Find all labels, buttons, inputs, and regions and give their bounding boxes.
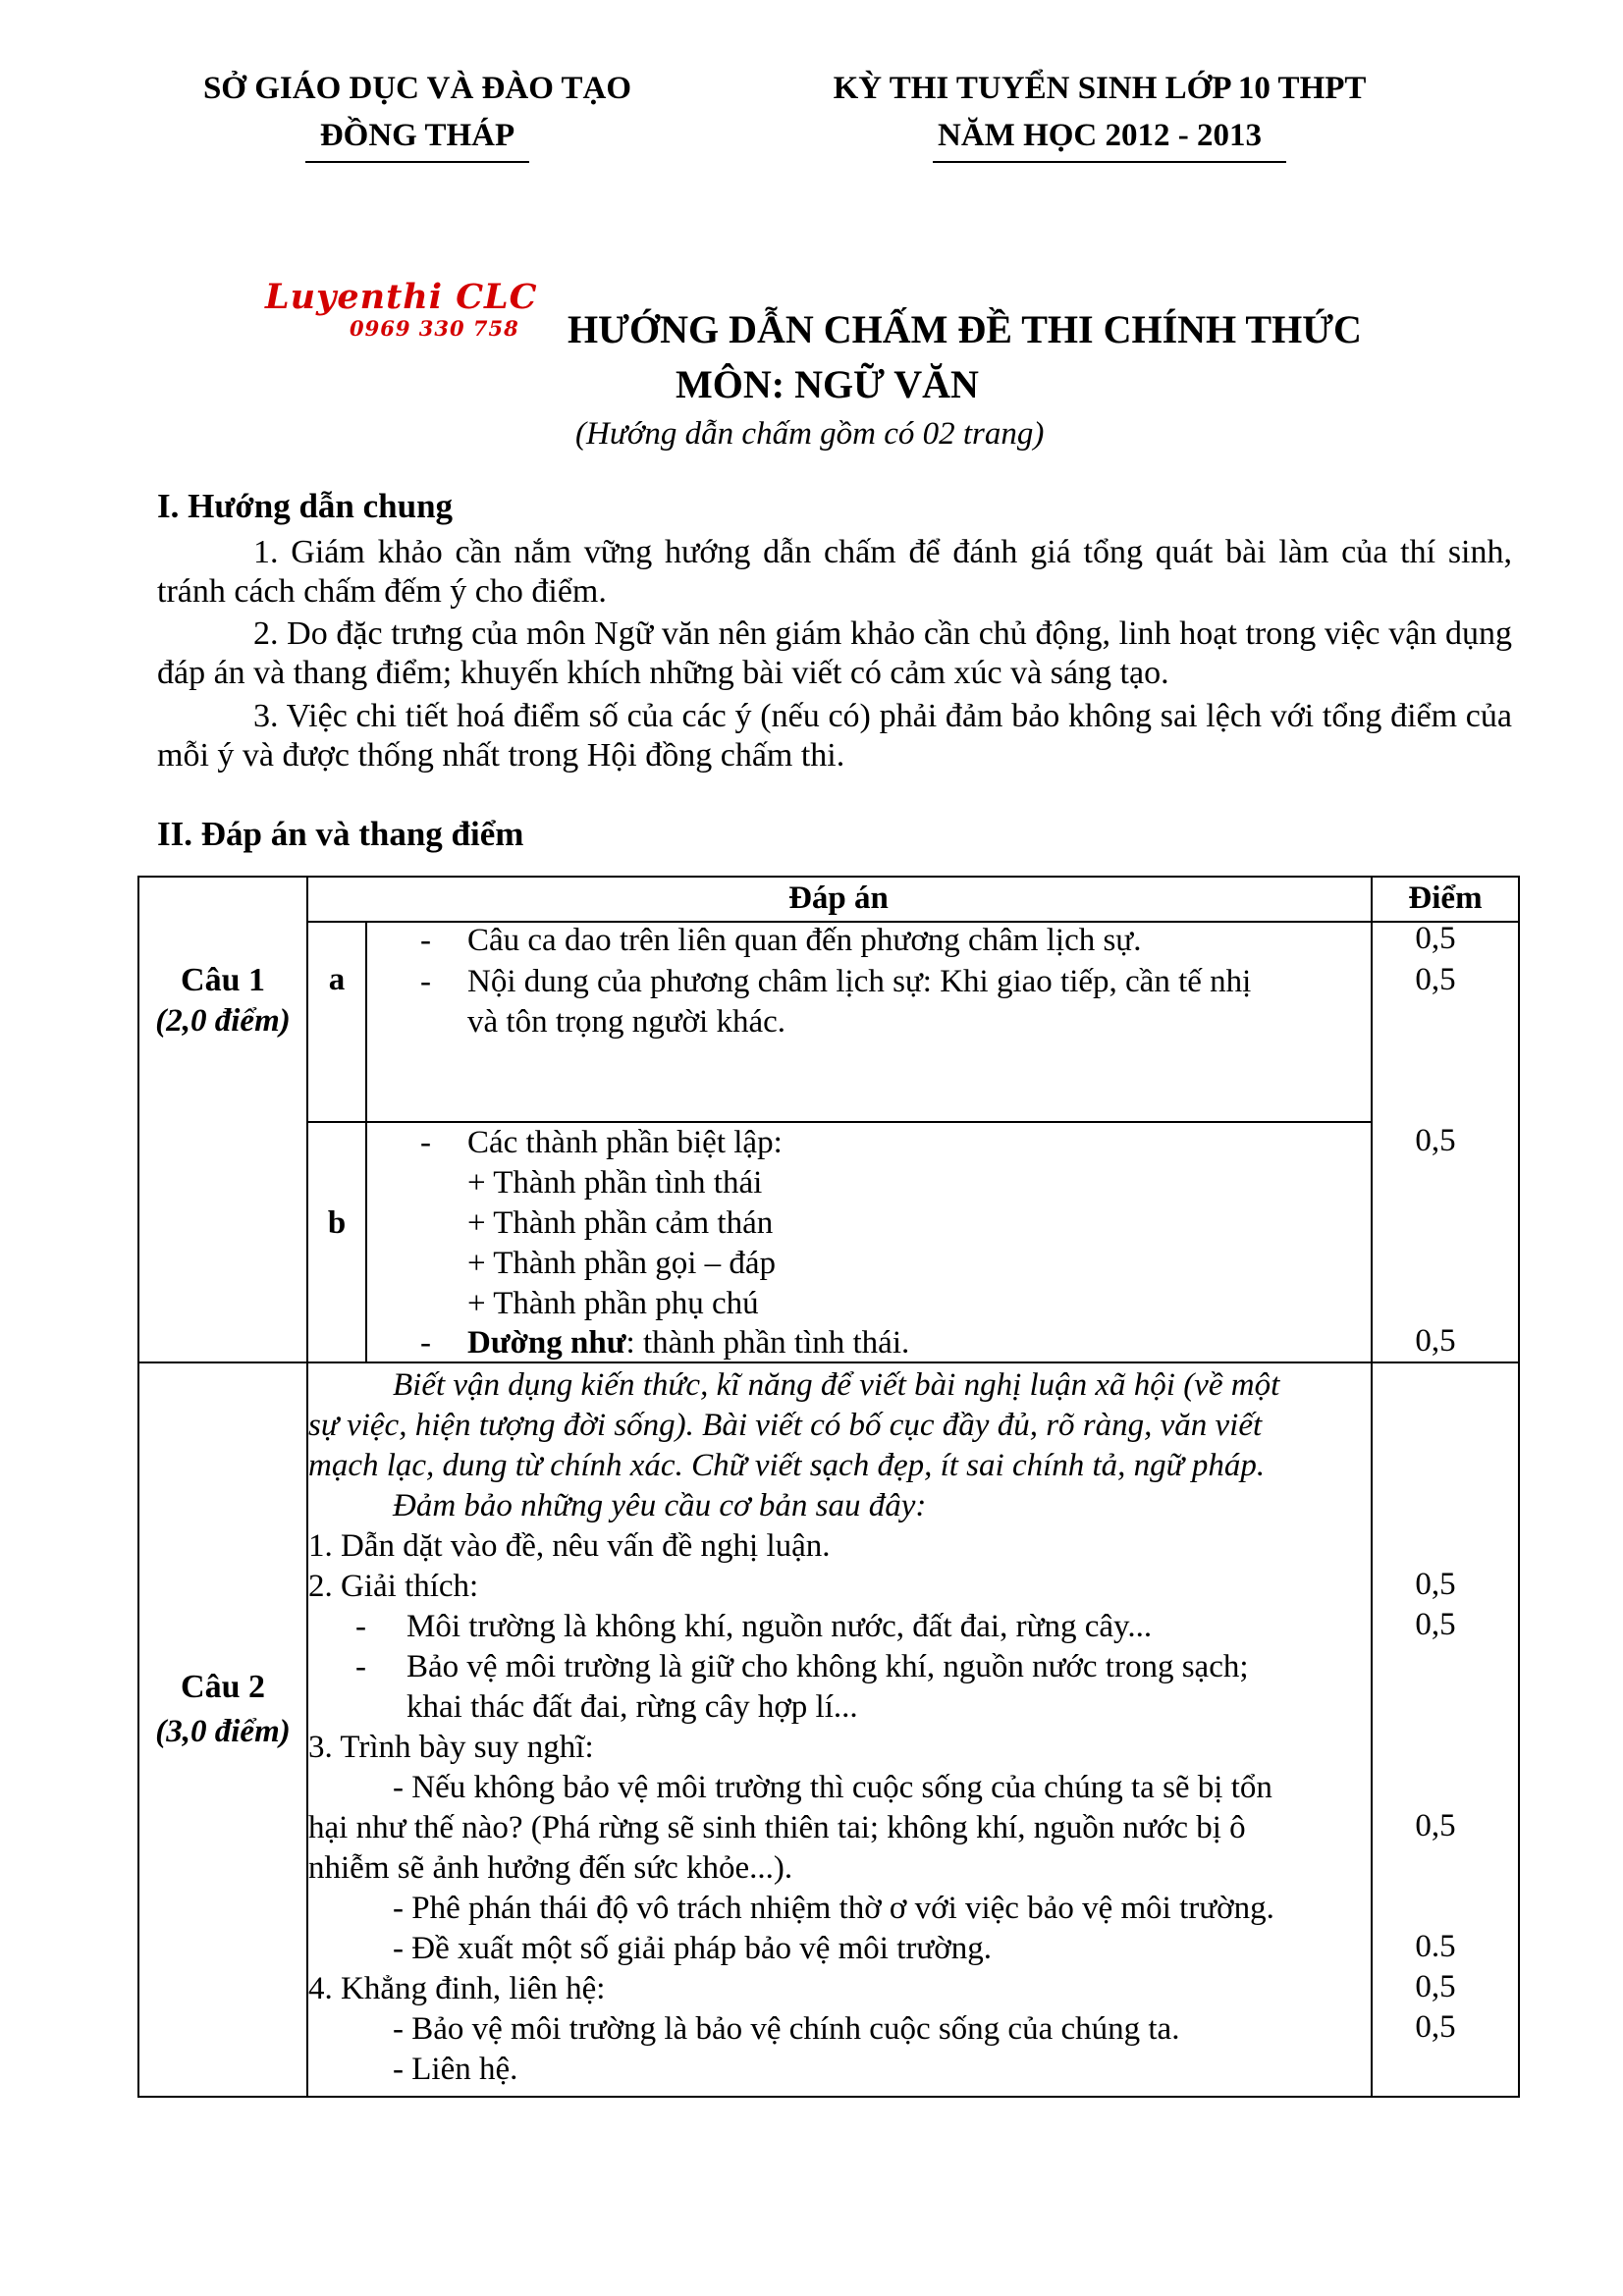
q1-points: (2,0 điểm) <box>155 1003 291 1039</box>
q2-score-1: 0,5 <box>1415 1567 1456 1602</box>
section1-heading: I. Hướng dẫn chung <box>157 487 454 525</box>
q1-label: Câu 1 <box>181 962 265 998</box>
q2-p3a-line2: hại như thế nào? (Phá rừng sẽ sinh thiên tai; không khí, nguồn nước bị ô <box>308 1810 1246 1845</box>
q1b-sub2: + Thành phần cảm thán <box>467 1205 774 1241</box>
q2-p2b-line2: khai thác đất đai, rừng cây hợp lí... <box>406 1689 858 1725</box>
q1a-item2-line2: và tôn trọng người khác. <box>467 1004 786 1040</box>
q1b-sub3: + Thành phần gọi – đáp <box>467 1246 777 1281</box>
q1b-label: b <box>327 1205 347 1241</box>
header-left-underline <box>305 161 529 163</box>
q1a-label: a <box>328 962 346 997</box>
q2-p4a: - Bảo vệ môi trường là bảo vệ chính cuộc sống của chúng ta. <box>393 2011 1180 2047</box>
q1b-dash-1: - <box>420 1125 431 1160</box>
q2-p2a-dash: - <box>355 1609 366 1644</box>
q2-p2: 2. Giải thích: <box>308 1569 479 1604</box>
header-school-year: NĂM HỌC 2012 - 2013 <box>938 118 1262 153</box>
doc-title: HƯỚNG DẪN CHẤM ĐỀ THI CHÍNH THỨC <box>568 307 1362 351</box>
table-row-divider-ab <box>306 1121 1373 1123</box>
q1b-item2 <box>467 1323 909 1362</box>
q2-p2b-dash: - <box>355 1649 366 1684</box>
q1b-item2-rest: : thành phần tình thái. <box>625 1325 910 1361</box>
q1b-item1: Các thành phần biệt lập: <box>467 1125 783 1160</box>
q1a-item2-line1: Nội dung của phương châm lịch sự: Khi giao tiếp, cần tế nhị <box>467 964 1252 999</box>
col-score-header: Điểm <box>1408 881 1483 916</box>
q1b-sub1: + Thành phần tình thái <box>467 1165 763 1201</box>
section1-p3: 3. Việc chi tiết hoá điểm số của các ý (nếu có) phải đảm bảo không sai lệch với tổng điểm của mỗi ý và được thống nhất trong Hội đồng chấm thi. <box>157 698 1512 774</box>
table-col-question-divider <box>306 876 308 2098</box>
q1b-item2-bold: Dường như <box>467 1325 626 1361</box>
section1-p1: 1. Giám khảo cần nắm vững hướng dẫn chấm để đánh giá tổng quát bài làm của thí sinh, tránh cách chấm đếm ý cho điểm. <box>157 534 1512 610</box>
table-border-right <box>1518 876 1520 2098</box>
q2-score-2: 0,5 <box>1415 1607 1456 1642</box>
q2-p3a-line1: - Nếu không bảo vệ môi trường thì cuộc sống của chúng ta sẽ bị tổn <box>393 1770 1272 1805</box>
section1-p2: 2. Do đặc trưng của môn Ngữ văn nên giám khảo cần chủ động, linh hoạt trong việc vận dụng đáp án và thang điểm; khuyến khích những bài viết có cảm xúc và sáng tạo. <box>157 615 1512 691</box>
luyenthi-logo <box>265 277 579 355</box>
header-right-underline <box>933 161 1286 163</box>
q2-intro-line4: Đảm bảo những yêu cầu cơ bản sau đây: <box>393 1488 927 1523</box>
q2-intro-line2: sự việc, hiện tượng đời sống). Bài viết có bố cục đầy đủ, rõ ràng, văn viết <box>308 1408 1263 1443</box>
q2-p3a-line3: nhiễm sẽ ảnh hưởng đến sức khỏe...). <box>308 1850 793 1886</box>
q1a-score-1: 0,5 <box>1415 921 1456 956</box>
q1a-item1: Câu ca dao trên liên quan đến phương châm lịch sự. <box>467 923 1142 958</box>
header-department: SỞ GIÁO DỤC VÀ ĐÀO TẠO <box>202 71 632 106</box>
doc-subject: MÔN: NGỮ VĂN <box>676 362 979 406</box>
q1a-dash-2: - <box>420 964 431 999</box>
q1b-dash-2: - <box>420 1325 431 1361</box>
q1a-score-2: 0,5 <box>1415 962 1456 997</box>
q2-p4b: - Liên hệ. <box>393 2052 518 2087</box>
q2-p1: 1. Dẫn dặt vào đề, nêu vấn đề nghị luận. <box>308 1528 831 1564</box>
table-border-left <box>137 876 139 2098</box>
q2-score-3: 0,5 <box>1415 1808 1456 1843</box>
section2-heading: II. Đáp án và thang điểm <box>157 815 524 853</box>
q2-p3c: - Đề xuất một số giải pháp bảo vệ môi trường. <box>393 1931 992 1966</box>
table-border-bottom <box>137 2096 1520 2098</box>
q2-intro-line1: Biết vận dụng kiến thức, kĩ năng để viết bài nghị luận xã hội (về một <box>393 1367 1280 1403</box>
col-answer-header: Đáp án <box>788 881 889 916</box>
q1b-score-1: 0,5 <box>1415 1123 1456 1158</box>
q2-label: Câu 2 <box>181 1669 265 1705</box>
table-col-part-divider <box>365 921 367 1362</box>
q1a-dash-1: - <box>420 923 431 958</box>
q2-p2a: Môi trường là không khí, nguồn nước, đất đai, rừng cây... <box>406 1609 1153 1644</box>
table-border-top <box>137 876 1520 878</box>
q2-p3b: - Phê phán thái độ vô trách nhiệm thờ ơ với việc bảo vệ môi trường. <box>393 1891 1274 1926</box>
q1b-sub4: + Thành phần phụ chú <box>467 1286 759 1321</box>
header-province: ĐỒNG THÁP <box>319 118 515 153</box>
q2-p3: 3. Trình bày suy nghĩ: <box>308 1730 594 1765</box>
q2-p4: 4. Khẳng đinh, liên hệ: <box>308 1971 606 2006</box>
q2-score-6: 0,5 <box>1415 2009 1456 2045</box>
table-col-score-divider <box>1371 876 1373 2098</box>
header-exam-name: KỲ THI TUYỂN SINH LỚP 10 THPT <box>833 71 1367 106</box>
q2-score-5: 0,5 <box>1415 1969 1456 2004</box>
q2-intro-line3: mạch lạc, dung từ chính xác. Chữ viết sạch đẹp, ít sai chính tả, ngữ pháp. <box>308 1448 1266 1483</box>
q2-points: (3,0 điểm) <box>155 1714 291 1749</box>
doc-page-note: (Hướng dẫn chấm gồm có 02 trang) <box>575 416 1045 452</box>
q2-score-4: 0.5 <box>1415 1929 1456 1964</box>
logo-name: Luyenthi CLC <box>265 277 538 317</box>
q2-p2b-line1: Bảo vệ môi trường là giữ cho không khí, nguồn nước trong sạch; <box>406 1649 1249 1684</box>
logo-phone: 0969 330 758 <box>350 316 519 341</box>
q1b-score-2: 0,5 <box>1415 1323 1456 1359</box>
